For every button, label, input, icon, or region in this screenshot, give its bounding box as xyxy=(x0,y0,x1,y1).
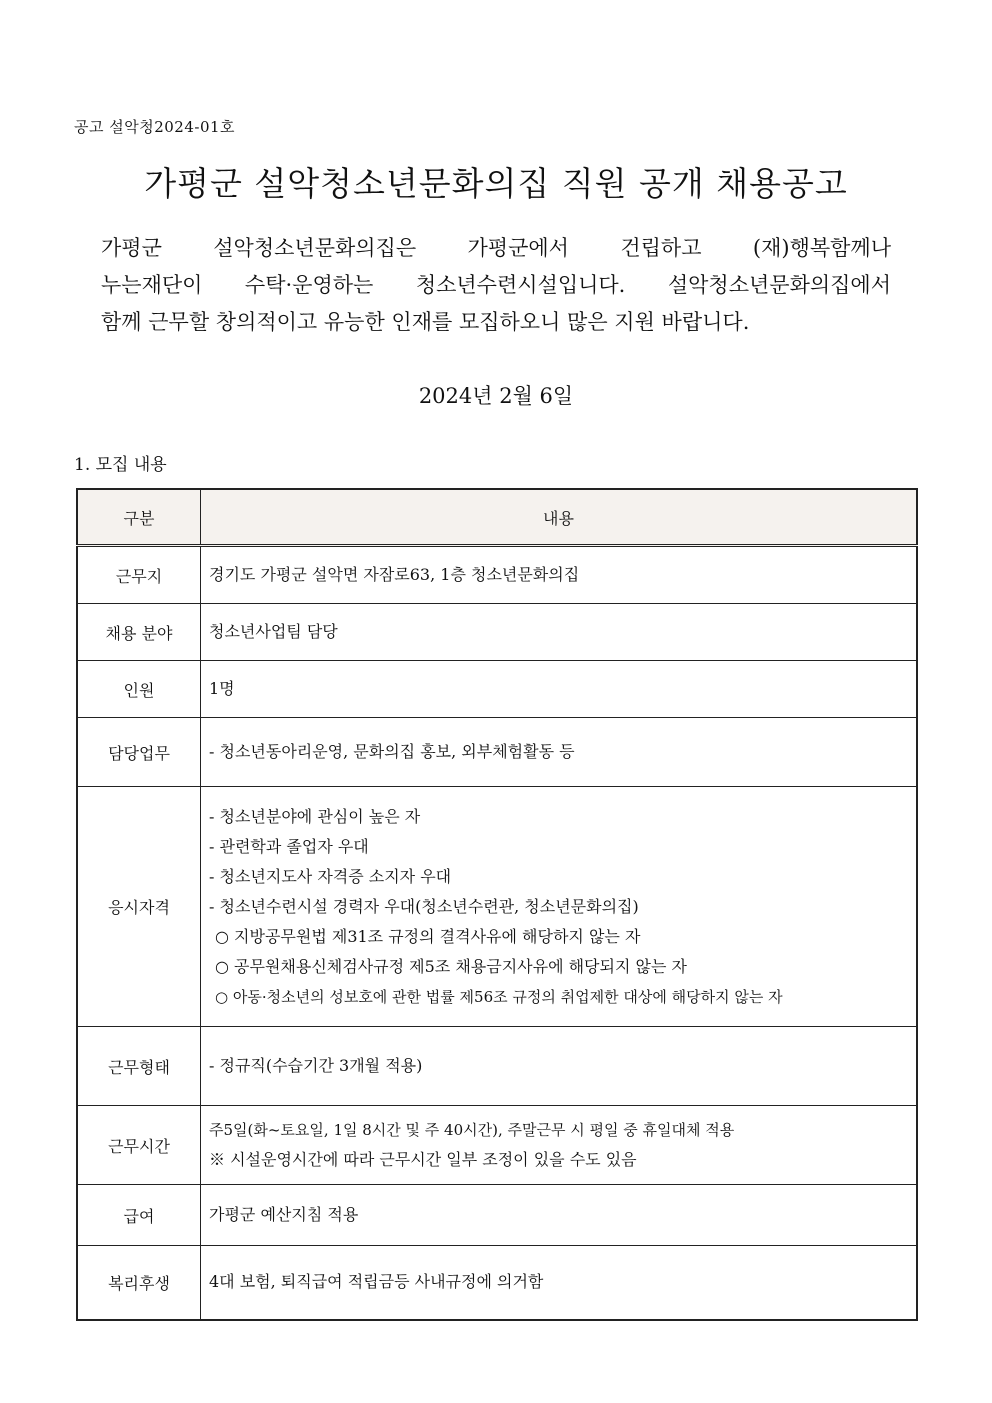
row-line: - 정규직(수습기간 3개월 적용) xyxy=(209,1056,423,1075)
row-label: 급여 xyxy=(77,1185,201,1246)
notice-date: 2024년 2월 6일 xyxy=(418,384,574,408)
table-row xyxy=(77,1027,917,1106)
recruitment-table xyxy=(76,488,918,1321)
row-content xyxy=(201,661,918,718)
row-content xyxy=(201,1027,918,1106)
row-label: 근무시간 xyxy=(77,1106,201,1185)
page-title: 가평군 설악청소년문화의집 직원 공개 채용공고 xyxy=(144,164,848,203)
notice-number: 공고 설악청2024-01호 xyxy=(74,118,236,136)
row-line: - 청소년동아리운영, 문화의집 홍보, 외부체험활동 등 xyxy=(209,742,575,761)
row-label: 응시자격 xyxy=(77,787,201,1027)
table-row xyxy=(77,787,917,1027)
row-content xyxy=(201,1246,918,1320)
table-row xyxy=(77,661,917,718)
row-label: 복리후생 xyxy=(77,1246,201,1320)
row-line: ※ 시설운영시간에 따라 근무시간 일부 조정이 있을 수도 있음 xyxy=(209,1150,637,1169)
table-row xyxy=(77,546,917,604)
row-label: 근무지 xyxy=(77,546,201,604)
row-line: ○ 지방공무원법 제31조 규정의 결격사유에 해당하지 않는 자 xyxy=(215,926,641,946)
table-row xyxy=(77,1185,917,1246)
intro-line: 누는재단이 수탁·운영하는 청소년수련시설입니다. 설악청소년문화의집에서 xyxy=(101,273,891,297)
intro-line: 가평군 설악청소년문화의집은 가평군에서 건립하고 (재)행복함께나 xyxy=(101,236,891,260)
row-line: - 청소년지도사 자격증 소지자 우대 xyxy=(209,866,452,886)
row-line: 가평군 예산지침 적용 xyxy=(209,1205,359,1224)
row-content xyxy=(201,1185,918,1246)
row-content xyxy=(201,718,918,787)
header-content: 내용 xyxy=(201,489,918,546)
row-label: 근무형태 xyxy=(77,1027,201,1106)
row-line: ○ 공무원채용신체검사규정 제5조 채용금지사유에 해당되지 않는 자 xyxy=(215,956,687,976)
row-line: 1명 xyxy=(209,679,235,698)
row-line: 경기도 가평군 설악면 자잠로63, 1층 청소년문화의집 xyxy=(209,565,580,584)
row-content xyxy=(201,787,918,1027)
row-line: - 청소년수련시설 경력자 우대(청소년수련관, 청소년문화의집) xyxy=(209,896,639,916)
table-row xyxy=(77,1106,917,1185)
row-line: 4대 보험, 퇴직급여 적립금등 사내규정에 의거함 xyxy=(209,1272,544,1292)
intro-line: 함께 근무할 창의적이고 유능한 인재를 모집하오니 많은 지원 바랍니다. xyxy=(101,310,750,334)
row-line: 주5일(화~토요일, 1일 8시간 및 주 40시간), 주말근무 시 평일 중 휴일대체 적용 xyxy=(209,1121,735,1139)
table-row xyxy=(77,604,917,661)
intro-paragraph xyxy=(101,230,891,341)
row-content xyxy=(201,546,918,604)
row-label: 담당업무 xyxy=(77,718,201,787)
row-content xyxy=(201,1106,918,1185)
row-label: 인원 xyxy=(77,661,201,718)
row-content xyxy=(201,604,918,661)
row-line: - 관련학과 졸업자 우대 xyxy=(209,836,369,856)
table-row xyxy=(77,718,917,787)
table-row xyxy=(77,1246,917,1320)
header-label: 구분 xyxy=(77,489,201,546)
row-line: 청소년사업팀 담당 xyxy=(209,622,338,641)
table-header-row xyxy=(77,489,917,546)
row-label: 채용 분야 xyxy=(77,604,201,661)
row-line: ○ 아동·청소년의 성보호에 관한 법률 제56조 규정의 취업제한 대상에 해당하지 않는 자 xyxy=(215,987,783,1006)
section-title: 1. 모집 내용 xyxy=(74,455,167,475)
row-line: - 청소년분야에 관심이 높은 자 xyxy=(209,806,421,826)
